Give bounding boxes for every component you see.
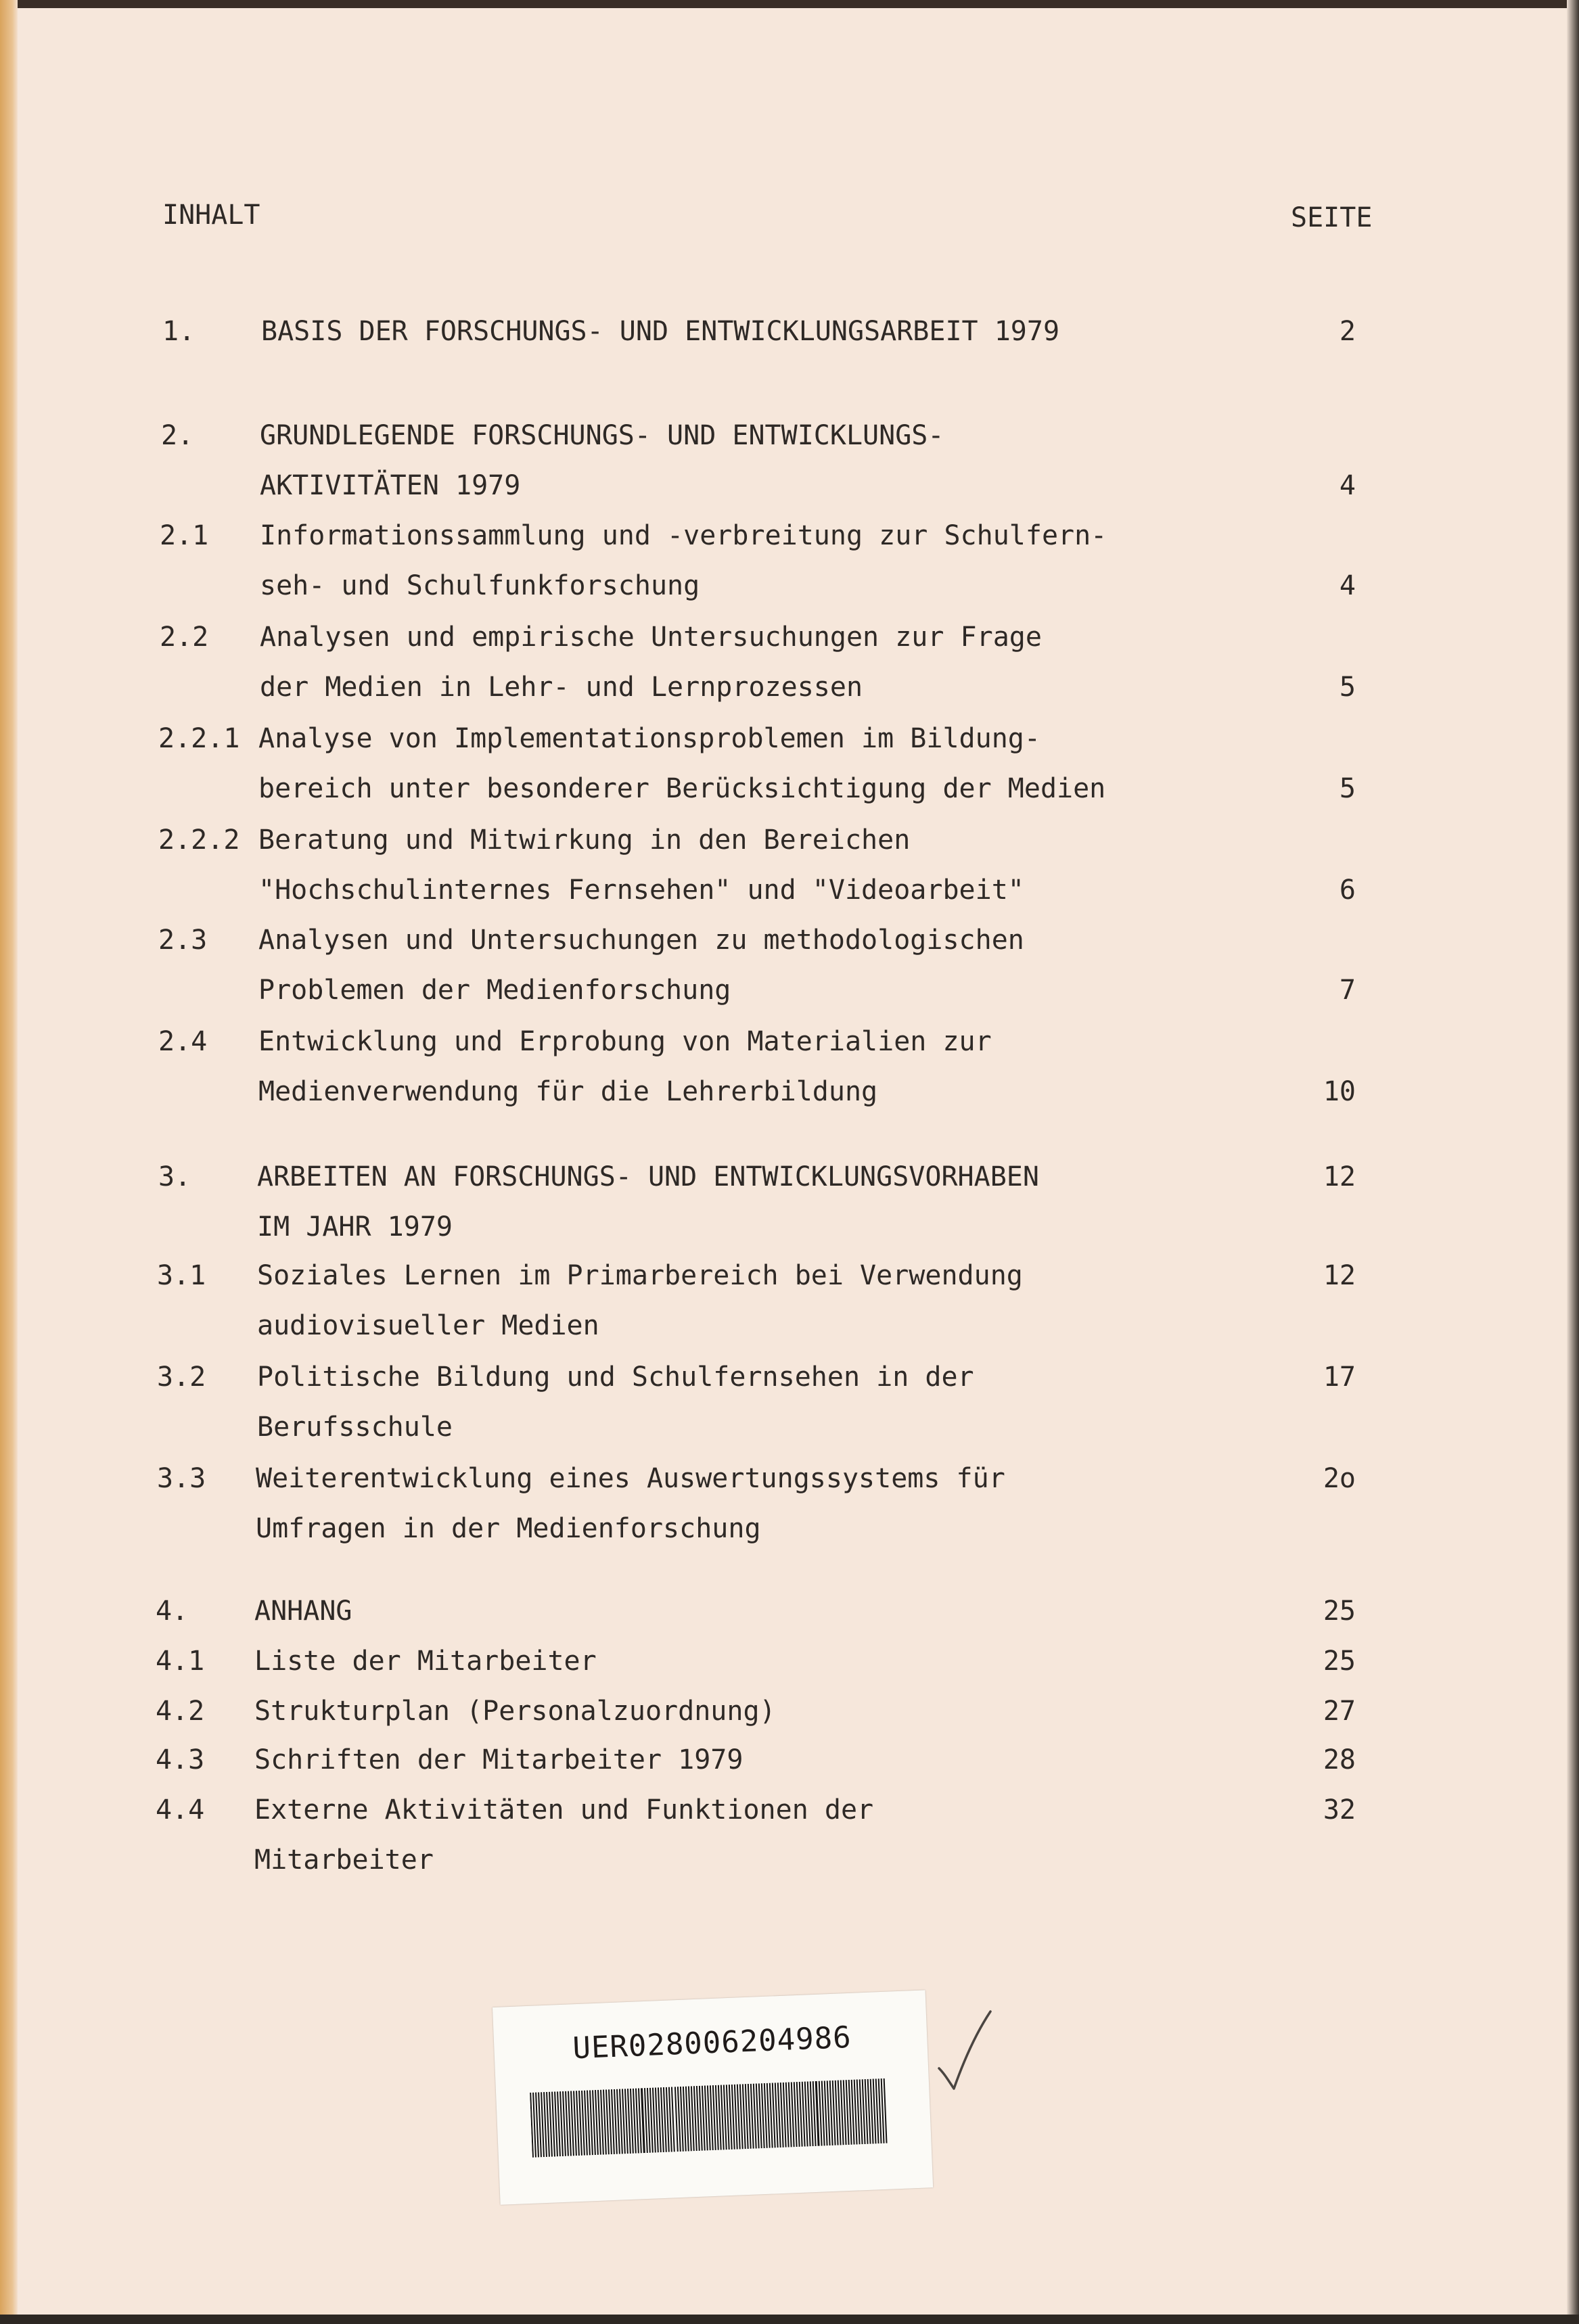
toc-entry-title: Beratung und Mitwirkung in den Bereichen [258,824,911,856]
toc-entry-number: 2.2.2 [158,824,240,856]
toc-entry-title: Analyse von Implementationsproblemen im Bildung- [258,723,1040,754]
toc-entry-title: Analysen und Untersuchungen zu methodologischen [258,925,1024,956]
page-bottom-edge [0,2315,1579,2324]
barcode-number: UER028006204986 [572,2020,852,2066]
toc-entry-number: 3.3 [157,1463,206,1494]
toc-heading: INHALT [162,200,260,231]
toc-entry-title: BASIS DER FORSCHUNGS- UND ENTWICKLUNGSARBEIT 1979 [261,316,1060,347]
toc-entry-title: bereich unter besonderer Berücksichtigung der Medien [258,773,1106,804]
toc-entry-page: 12 [1323,1260,1356,1291]
toc-entry-page: 2 [1339,316,1356,347]
toc-entry-title: Problemen der Medienforschung [258,975,731,1006]
toc-entry-title: GRUNDLEGENDE FORSCHUNGS- UND ENTWICKLUNGS- [260,420,944,451]
toc-entry-title: Entwicklung und Erprobung von Materialien zur [258,1026,992,1057]
toc-entry-title: Informationssammlung und -verbreitung zur Schulfern- [260,520,1107,551]
toc-entry-page: 7 [1339,975,1356,1006]
toc-entry-title: ARBEITEN AN FORSCHUNGS- UND ENTWICKLUNGSVORHABEN [257,1161,1039,1192]
toc-entry-page: 17 [1323,1362,1356,1393]
toc-entry-title: Liste der Mitarbeiter [254,1646,597,1677]
toc-entry-number: 4.3 [156,1744,205,1775]
toc-entry-number: 4.4 [156,1794,205,1826]
toc-entry-page: 32 [1323,1794,1356,1826]
toc-entry-number: 3.1 [157,1260,206,1291]
toc-entry-page: 2o [1323,1463,1356,1494]
toc-entry-page: 6 [1339,875,1356,906]
library-barcode-label [493,1990,933,2204]
toc-entry-title: der Medien in Lehr- und Lernprozessen [260,672,863,703]
toc-entry-number: 1. [162,316,196,347]
checkmark-icon [934,2009,994,2097]
toc-entry-number: 2. [161,420,194,451]
toc-entry-title: Weiterentwicklung eines Auswertungssystems für [256,1463,1005,1494]
toc-entry-number: 4.2 [156,1696,205,1727]
barcode-icon [530,2078,890,2158]
toc-entry-title: Politische Bildung und Schulfernsehen in der [257,1362,974,1393]
toc-entry-title: Umfragen in der Medienforschung [256,1513,761,1544]
toc-entry-title: seh- und Schulfunkforschung [260,570,700,601]
toc-entry-number: 2.1 [160,520,209,551]
toc-entry-title: Mitarbeiter [254,1844,434,1876]
toc-entry-page: 12 [1323,1161,1356,1192]
toc-entry-title: Schriften der Mitarbeiter 1979 [254,1744,743,1775]
toc-entry-title: Medienverwendung für die Lehrerbildung [258,1076,878,1107]
toc-entry-page: 4 [1339,570,1356,601]
toc-entry-page: 5 [1339,773,1356,804]
page-column-heading: SEITE [1291,202,1373,233]
toc-entry-title: Berufsschule [257,1412,453,1443]
toc-entry-title: ANHANG [254,1596,352,1627]
toc-entry-title: AKTIVITÄTEN 1979 [260,470,521,501]
page-right-edge [1567,0,1579,2324]
toc-entry-page: 25 [1323,1646,1356,1677]
toc-entry-number: 2.3 [158,925,208,956]
page-left-edge [0,0,18,2324]
toc-entry-number: 4. [156,1596,189,1627]
toc-entry-title: IM JAHR 1979 [257,1211,453,1242]
toc-entry-page: 5 [1339,672,1356,703]
toc-entry-number: 2.2 [160,622,209,653]
toc-entry-title: audiovisueller Medien [257,1310,599,1341]
toc-entry-title: Strukturplan (Personalzuordnung) [254,1696,776,1727]
toc-entry-number: 2.4 [158,1026,208,1057]
toc-entry-number: 3. [158,1161,191,1192]
toc-entry-page: 10 [1323,1076,1356,1107]
toc-entry-page: 4 [1339,470,1356,501]
toc-entry-page: 27 [1323,1696,1356,1727]
toc-entry-number: 3.2 [157,1362,206,1393]
toc-entry-number: 4.1 [156,1646,205,1677]
toc-entry-number: 2.2.1 [158,723,240,754]
toc-entry-title: "Hochschulinternes Fernsehen" und "Videoarbeit" [258,875,1024,906]
toc-entry-page: 25 [1323,1596,1356,1627]
toc-entry-page: 28 [1323,1744,1356,1775]
toc-entry-title: Externe Aktivitäten und Funktionen der [254,1794,874,1826]
toc-entry-title: Soziales Lernen im Primarbereich bei Verwendung [257,1260,1023,1291]
toc-entry-title: Analysen und empirische Untersuchungen zur Frage [260,622,1042,653]
page-top-edge [0,0,1579,8]
